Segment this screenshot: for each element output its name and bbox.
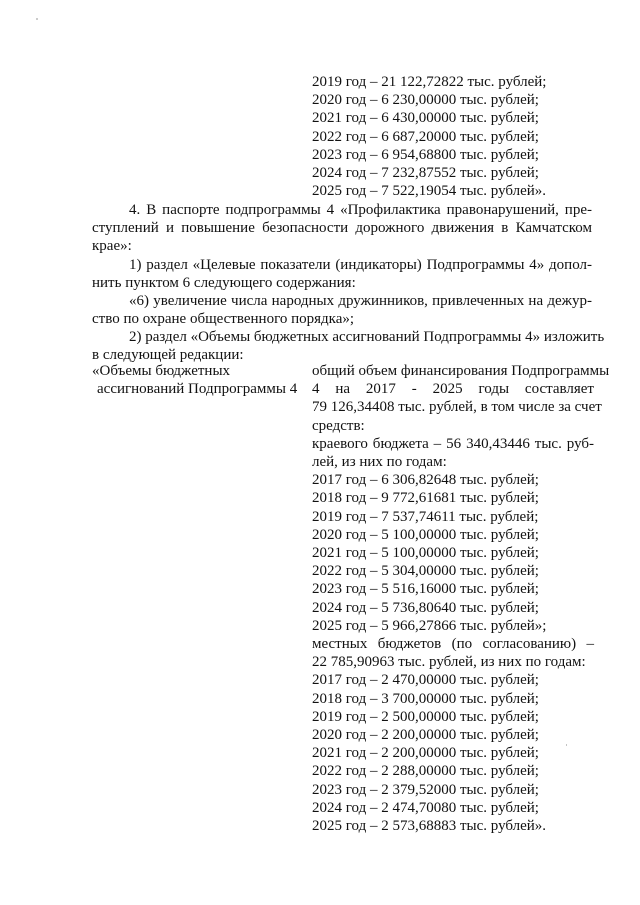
regional-year-line: 2018 год – 9 772,61681 тыс. рублей; xyxy=(312,490,539,507)
year-line: 2021 год – 6 430,00000 тыс. рублей; xyxy=(312,110,539,127)
regional-year-line: 2022 год – 5 304,00000 тыс. рублей; xyxy=(312,563,539,580)
text-line: 79 126,34408 тыс. рублей, в том числе за счет xyxy=(312,399,602,416)
text-line: 4 на 2017 - 2025 годы составляет xyxy=(312,381,594,398)
text-line: нить пунктом 6 следующего содержания: xyxy=(92,275,356,292)
local-year-line: 2022 год – 2 288,00000 тыс. рублей; xyxy=(312,763,539,780)
text-line: крае»: xyxy=(92,238,132,255)
regional-year-line: 2025 год – 5 966,27866 тыс. рублей»; xyxy=(312,617,547,634)
text-line: общий объем финансирования Подпрограммы xyxy=(312,363,610,379)
regional-year-line: 2017 год – 6 306,82648 тыс. рублей; xyxy=(312,472,539,489)
local-budget-heading: местных бюджетов (по согласованию) – xyxy=(312,636,594,653)
regional-year-line: 2020 год – 5 100,00000 тыс. рублей; xyxy=(312,526,539,543)
year-line: 2020 год – 6 230,00000 тыс. рублей; xyxy=(312,92,539,109)
quoted-point-6 xyxy=(92,292,592,328)
text-line: 4. В паспорте подпрограммы 4 «Профилактика правонарушений, пре- xyxy=(129,202,592,218)
year-line: 2023 год – 6 954,68800 тыс. рублей; xyxy=(312,146,539,163)
budget-label-cell xyxy=(92,362,302,398)
regional-year-line: 2019 год – 7 537,74611 тыс. рублей; xyxy=(312,508,539,525)
item-4-paragraph xyxy=(92,201,592,256)
text-line: в следующей редакции: xyxy=(92,347,244,364)
text-line: средств: xyxy=(312,417,365,434)
local-budget-heading: 22 785,90963 тыс. рублей, из них по годам: xyxy=(312,654,586,671)
local-year-line: 2023 год – 2 379,52000 тыс. рублей; xyxy=(312,781,539,798)
local-year-line: 2021 год – 2 200,00000 тыс. рублей; xyxy=(312,745,539,762)
budget-content-cell xyxy=(312,362,610,835)
year-line: 2024 год – 7 232,87552 тыс. рублей; xyxy=(312,165,539,182)
year-line: 2022 год – 6 687,20000 тыс. рублей; xyxy=(312,128,539,145)
text-line: 2) раздел «Объемы бюджетных ассигнований Подпрограммы 4» изложить xyxy=(129,329,605,345)
text-line: «6) увеличение числа народных дружинников, привлеченных на дежур- xyxy=(129,293,592,309)
text-line: 1) раздел «Целевые показатели (индикаторы) Подпрограммы 4» допол- xyxy=(129,257,592,273)
subitem-1-paragraph xyxy=(92,256,592,292)
scan-speck xyxy=(36,18,38,20)
local-year-line: 2024 год – 2 474,70080 тыс. рублей; xyxy=(312,799,539,816)
scan-speck xyxy=(566,744,567,746)
year-line: 2019 год – 21 122,72822 тыс. рублей; xyxy=(312,74,547,90)
regional-year-line: 2024 год – 5 736,80640 тыс. рублей; xyxy=(312,599,539,616)
label-line: «Объемы бюджетных xyxy=(92,363,231,379)
year-line: 2025 год – 7 522,19054 тыс. рублей». xyxy=(312,183,547,200)
local-year-line: 2020 год – 2 200,00000 тыс. рублей; xyxy=(312,727,539,744)
text-line: ство по охране общественного порядка»; xyxy=(92,311,355,328)
top-year-list xyxy=(312,73,546,200)
regional-budget-heading: краевого бюджета – 56 340,43446 тыс. руб- xyxy=(312,435,594,452)
regional-year-line: 2021 год – 5 100,00000 тыс. рублей; xyxy=(312,545,539,562)
text-line: ступлений и повышение безопасности дорожного движения в Камчатском xyxy=(92,220,592,237)
subitem-2-paragraph xyxy=(92,328,605,364)
regional-year-line: 2023 год – 5 516,16000 тыс. рублей; xyxy=(312,581,539,598)
regional-budget-heading: лей, из них по годам: xyxy=(312,454,447,471)
label-line: ассигнований Подпрограммы 4 xyxy=(97,381,298,398)
local-year-line: 2025 год – 2 573,68883 тыс. рублей». xyxy=(312,818,547,835)
local-year-line: 2018 год – 3 700,00000 тыс. рублей; xyxy=(312,690,539,707)
local-year-line: 2019 год – 2 500,00000 тыс. рублей; xyxy=(312,708,539,725)
local-year-line: 2017 год – 2 470,00000 тыс. рублей; xyxy=(312,672,539,689)
